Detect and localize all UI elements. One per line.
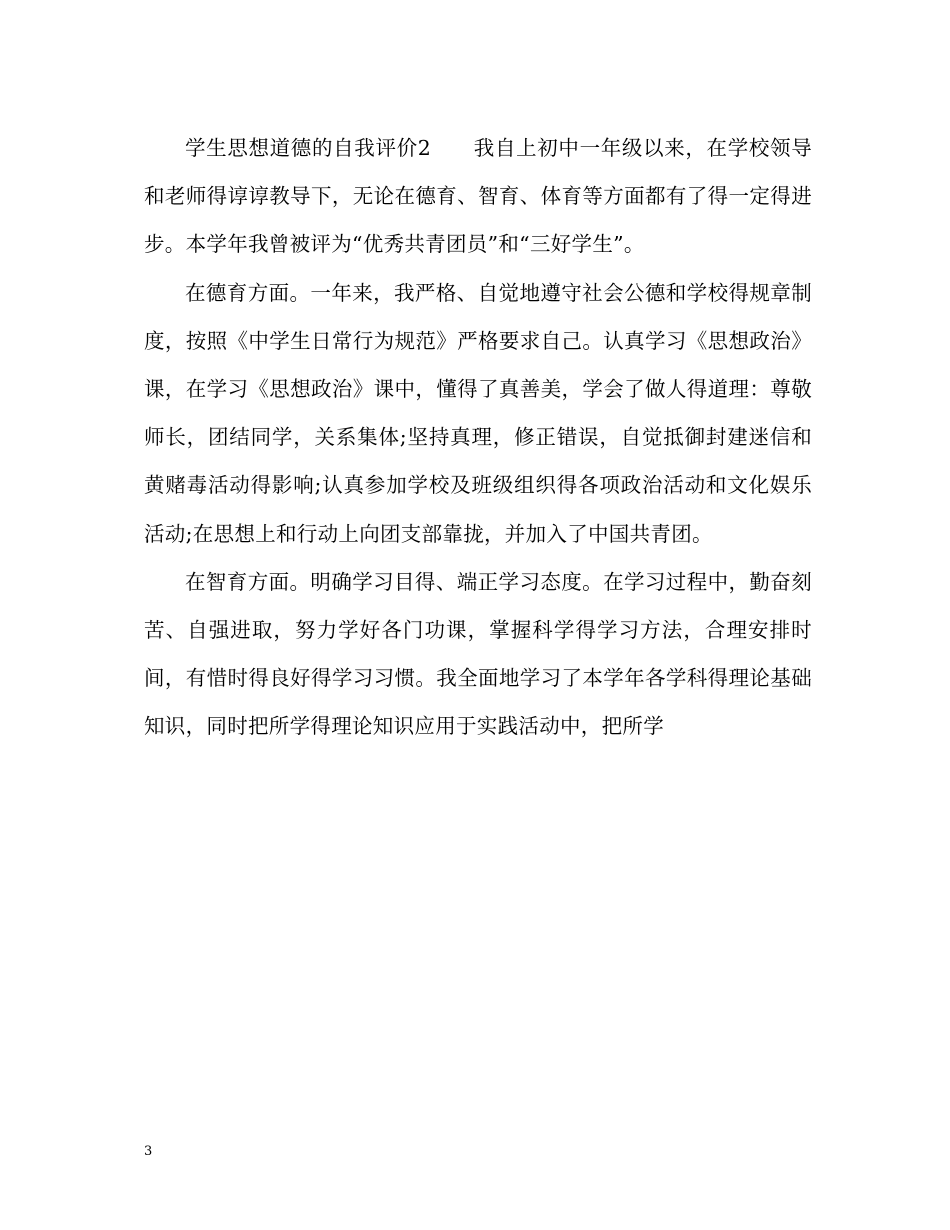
paragraph-intro: 学生思想道德的自我评价2 我自上初中一年级以来，在学校领导和老师得谆谆教导下，无论在德育、智育、体育等方面都有了得一定得进步。本学年我曾被评为“优秀共青团员”和“三好学生”。 [144, 136, 812, 257]
page-number: 3 [144, 1144, 153, 1159]
document-body [144, 124, 812, 751]
paragraph-moral-education: 在德育方面。一年来，我严格、自觉地遵守社会公德和学校得规章制度，按照《中学生日常行为规范》严格要求自己。认真学习《思想政治》课，在学习《思想政治》课中，懂得了真善美，学会了做人得道理：尊敬师长，团结同学，关系集体;坚持真理，修正错误，自觉抵御封建迷信和黄赌毒活动得影响;认真参加学校及班级组织得各项政治活动和文化娱乐活动;在思想上和行动上向团支部靠拢，并加入了中国共青团。 [144, 280, 812, 546]
paragraph-intellectual-education: 在智育方面。明确学习目得、端正学习态度。在学习过程中，勤奋刻苦、自强进取，努力学好各门功课，掌握科学得学习方法，合理安排时间，有惜时得良好得学习习惯。我全面地学习了本学年各学科得理论基础知识，同时把所学得理论知识应用于实践活动中，把所学 [144, 569, 812, 739]
